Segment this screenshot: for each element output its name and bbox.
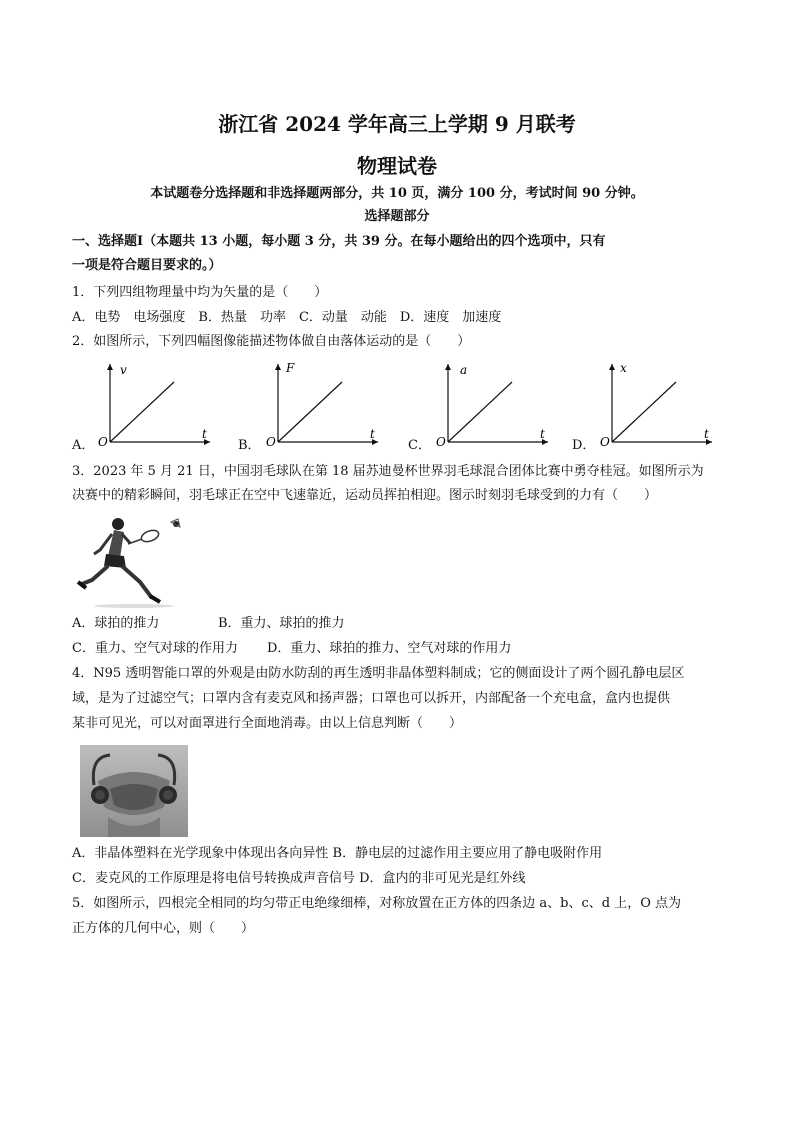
q4-stem-line2: 域，是为了过滤空气；口罩内含有麦克风和扬声器；口罩也可以拆开，内部配备一个充电盒，盒内也提供 xyxy=(72,691,671,706)
graph-c-origin: O xyxy=(436,435,446,449)
q3-option-a: A．球拍的推力 xyxy=(72,616,160,631)
graph-d-yvar: x xyxy=(620,361,627,375)
graph-d-origin: O xyxy=(600,435,610,449)
q4-options-ab: A．非晶体塑料在光学现象中体现出各向异性 B．静电层的过滤作用主要应用了静电吸附作用 xyxy=(72,846,603,861)
graph-c-xvar: t xyxy=(540,427,545,441)
graph-c-at xyxy=(432,360,552,452)
badminton-player-photo xyxy=(74,510,189,610)
exam-intro: 本试题卷分选择题和非选择题两部分，共 10 页，满分 100 分，考试时间 90 分钟。 xyxy=(150,186,644,201)
q1-stem: 1．下列四组物理量中均为矢量的是（ ） xyxy=(72,285,328,300)
q4-stem-line1: 4．N95 透明智能口罩的外观是由防水防刮的再生透明非晶体塑料制成；它的侧面设计了两个圆孔静电层区 xyxy=(72,666,685,681)
exam-subject: 物理试卷 xyxy=(357,154,437,178)
graph-b-ft xyxy=(262,360,382,452)
q3-stem-line2: 决赛中的精彩瞬间，羽毛球正在空中飞速靠近，运动员挥拍相迎。图示时刻羽毛球受到的力有（ ） xyxy=(72,488,658,503)
q4-options-cd: C．麦克风的工作原理是将电信号转换成声音信号 D．盒内的非可见光是红外线 xyxy=(72,871,526,886)
q5-stem-line1: 5．如图所示，四根完全相同的均匀带正电绝缘细棒，对称放置在正方体的四条边 a、b、c、d 上，O 点为 xyxy=(72,896,682,911)
q3-option-b: B．重力、球拍的推力 xyxy=(218,616,345,631)
graph-d-xt xyxy=(596,360,716,452)
graph-a-label: A． xyxy=(72,438,95,453)
q1-options: A．电势 电场强度 B．热量 功率 C．动量 动能 D．速度 加速度 xyxy=(72,310,502,325)
section-title: 选择题部分 xyxy=(364,209,430,224)
graph-b-label: B． xyxy=(238,438,261,453)
q4-stem-line3: 某非可见光，可以对面罩进行全面地消毒。由以上信息判断（ ） xyxy=(72,716,463,731)
graph-b-yvar: F xyxy=(286,361,295,375)
q2-stem: 2．如图所示，下列四幅图像能描述物体做自由落体运动的是（ ） xyxy=(72,334,471,349)
graph-c-yvar: a xyxy=(460,363,468,377)
graph-a-xvar: t xyxy=(202,427,207,441)
graph-b-origin: O xyxy=(266,435,276,449)
smart-mask-photo xyxy=(80,745,188,837)
graph-a-yvar: v xyxy=(120,363,127,377)
q3-option-d: D．重力、球拍的推力、空气对球的作用力 xyxy=(267,641,512,656)
exam-title: 浙江省 2024 学年高三上学期 9 月联考 xyxy=(218,112,576,136)
q2-graphs xyxy=(72,360,722,455)
graph-c-label: C． xyxy=(408,438,431,453)
graph-a-origin: O xyxy=(98,435,108,449)
q3-option-c: C．重力、空气对球的作用力 xyxy=(72,641,238,656)
q5-stem-line2: 正方体的几何中心，则（ ） xyxy=(72,921,255,936)
q3-stem-line1: 3．2023 年 5 月 21 日，中国羽毛球队在第 18 届苏迪曼杯世界羽毛球混合团体比赛中勇夺桂冠。如图所示为 xyxy=(72,464,704,479)
graph-b-xvar: t xyxy=(370,427,375,441)
graph-d-xvar: t xyxy=(704,427,709,441)
part1-heading-line1: 一、选择题Ⅰ（本题共 13 小题，每小题 3 分，共 39 分。在每小题给出的四个选项中，只有 xyxy=(72,234,606,249)
graph-a-vt xyxy=(94,360,214,452)
part1-heading-line2: 一项是符合题目要求的。） xyxy=(72,258,222,273)
graph-d-label: D． xyxy=(572,438,596,453)
